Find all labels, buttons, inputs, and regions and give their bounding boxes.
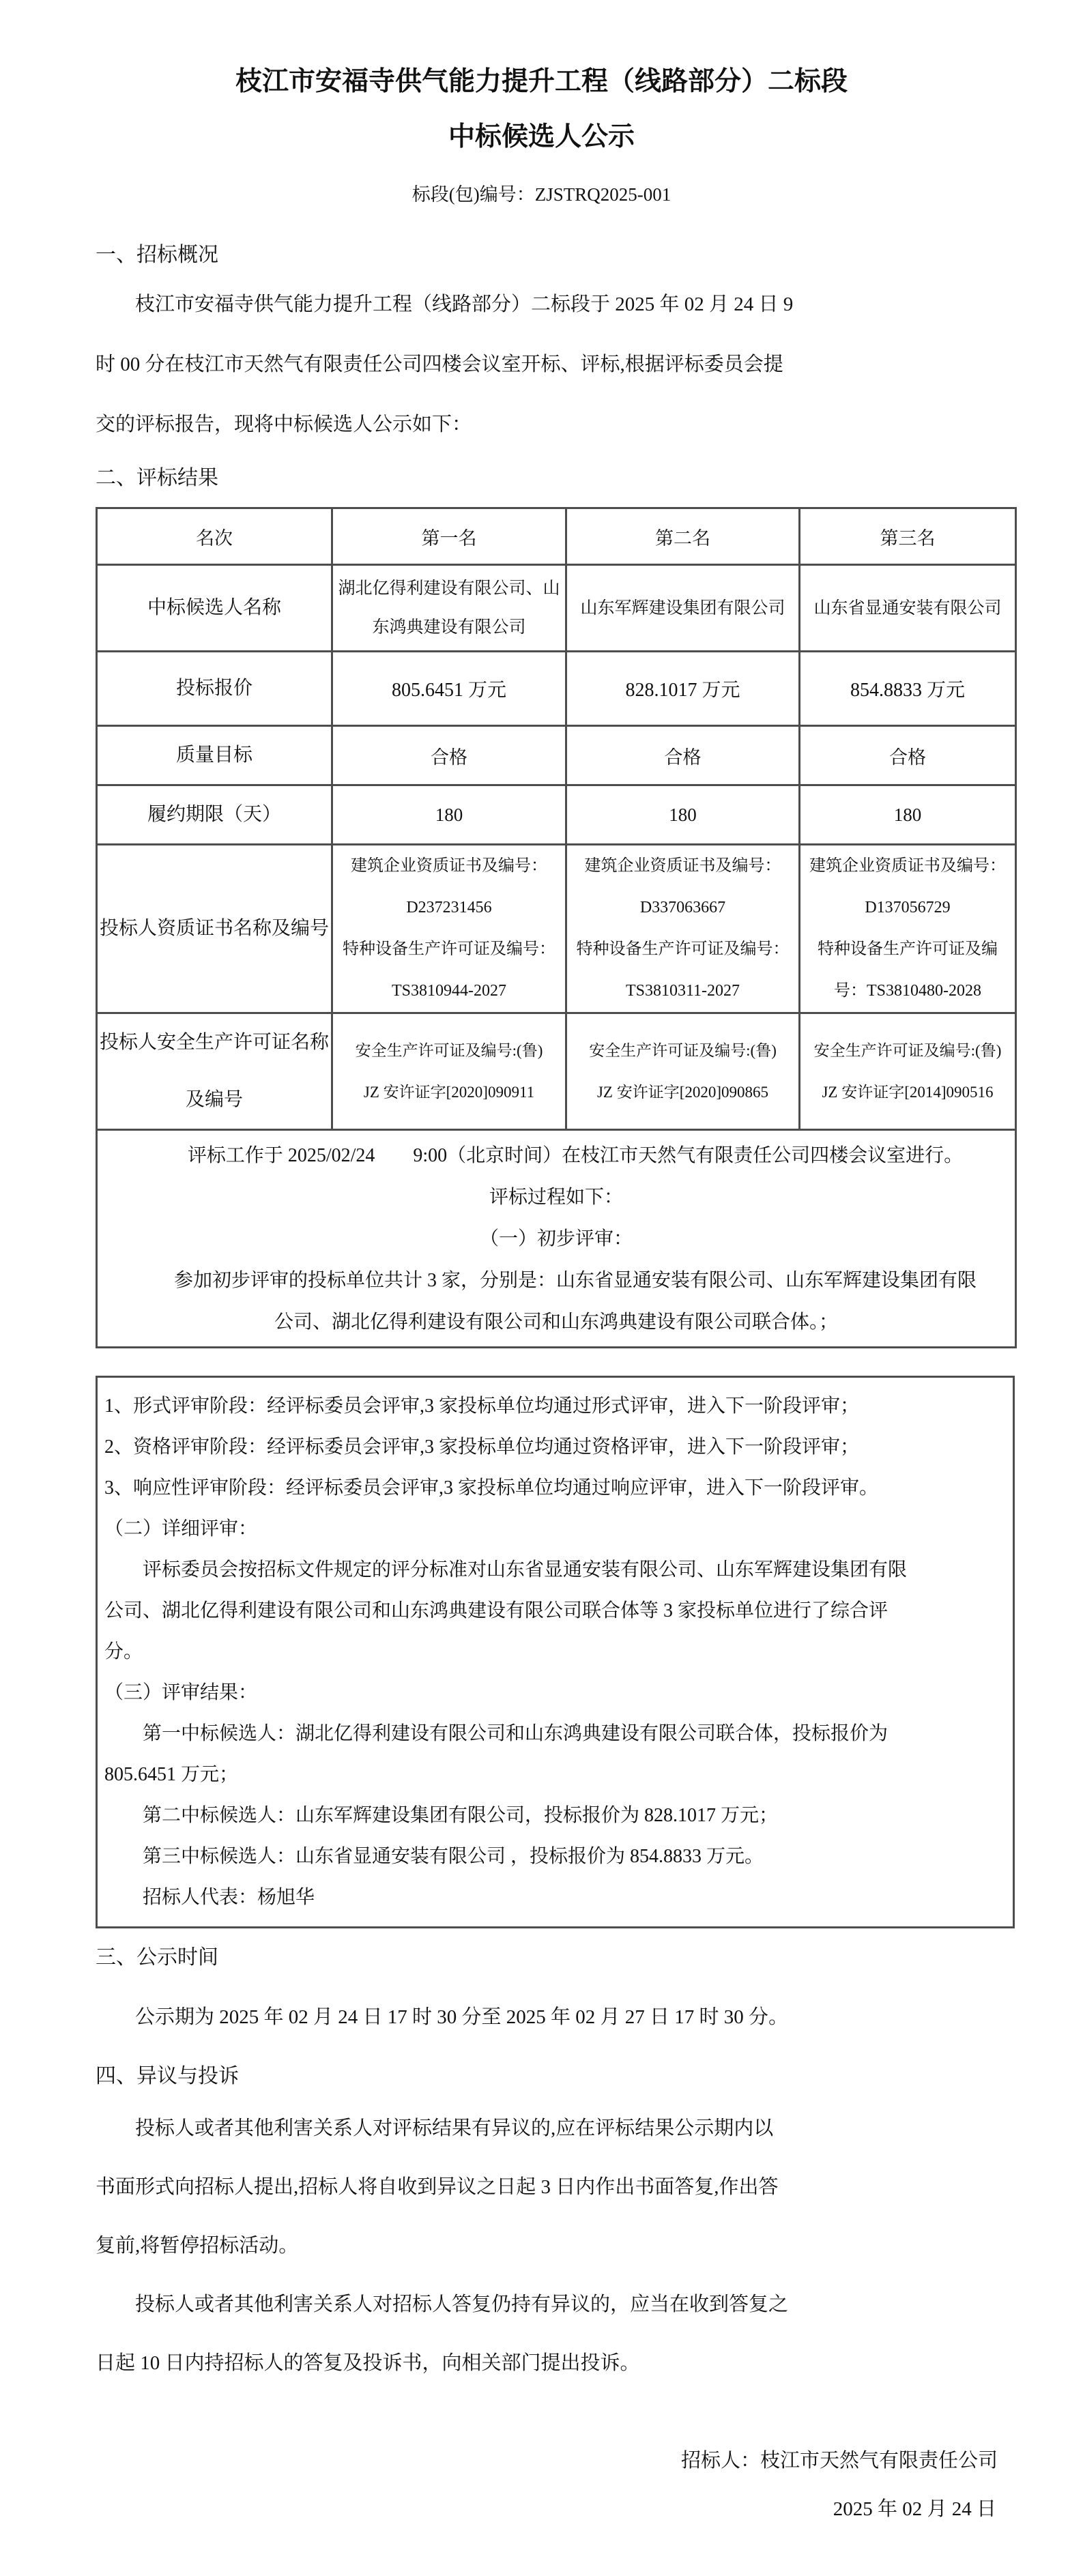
signature-issuer: 招标人：枝江市天然气有限责任公司 — [680, 2450, 998, 2472]
text-line: 805.6451 万元； — [104, 1764, 239, 1785]
text-line: 建筑企业资质证书及编号： — [584, 857, 781, 875]
text-line: 复前,将暂停招标活动。 — [96, 2235, 299, 2257]
table-row-performance-period — [97, 785, 1016, 845]
section2-heading: 二、评标结果 — [96, 467, 218, 489]
signature-date: 2025 年 02 月 24 日 — [833, 2498, 996, 2520]
text-line: 第三中标候选人：山东省显通安装有限公司 ，投标报价为 854.8833 万元。 — [104, 1846, 764, 1867]
text-line: D337063667 — [639, 899, 726, 916]
header-third: 第三名 — [800, 508, 1016, 565]
candidate-1-safety-license — [332, 1013, 566, 1130]
text-line: （二）详细评审： — [104, 1518, 258, 1539]
text-line: D137056729 — [865, 899, 951, 916]
text-line: 2、资格评审阶段：经评标委员会评审,3 家投标单位均通过资格评审，进入下一阶段评审； — [104, 1436, 860, 1458]
header-first: 第一名 — [332, 508, 566, 565]
row-label-candidate-name: 中标候选人名称 — [97, 565, 332, 652]
text-line: 建筑企业资质证书及编号： — [351, 857, 547, 875]
table-row-safety-license — [97, 1013, 1016, 1130]
text-line: 日起 10 日内持招标人的答复及投诉书，向相关部门提出投诉。 — [96, 2352, 640, 2374]
candidate-2-name: 山东军辉建设集团有限公司 — [566, 565, 800, 652]
text-line: TS3810944-2027 — [392, 982, 506, 1000]
candidate-2-safety-license — [566, 1013, 800, 1130]
text-line: 公示期为 2025 年 02 月 24 日 17 时 30 分至 2025 年 02 月 27 日 17 时 30 分。 — [96, 2006, 789, 2028]
section1-paragraph — [96, 274, 1015, 454]
header-second: 第二名 — [566, 508, 800, 565]
candidate-3-safety-license — [800, 1013, 1016, 1130]
candidate-1-price: 805.6451 万元 — [332, 652, 566, 726]
document-title-line2: 中标候选人公示 — [448, 122, 635, 151]
text-line: JZ 安许证字[2014]090516 — [822, 1084, 994, 1101]
text-line: 3、响应性评审阶段：经评标委员会评审,3 家投标单位均通过响应评审，进入下一阶段评审。 — [104, 1477, 879, 1499]
text-line: D237231456 — [406, 899, 492, 916]
section4-paragraph2 — [96, 2275, 1015, 2392]
text-line: 第二中标候选人：山东军辉建设集团有限公司，投标报价为 828.1017 万元； — [104, 1805, 779, 1826]
text-line: 投标人或者其他利害关系人对评标结果有异议的,应在评标结果公示期内以 — [96, 2117, 774, 2139]
text-line: 安全生产许可证及编号:(鲁) — [355, 1042, 543, 1059]
candidate-2-period: 180 — [566, 785, 800, 845]
text-line: 评标委员会按招标文件规定的评分标准对山东省显通安装有限公司、山东军辉建设集团有限 — [104, 1559, 908, 1580]
package-number: 标段(包)编号：ZJSTRQ2025-001 — [411, 184, 672, 205]
text-line: 安全生产许可证及编号:(鲁) — [589, 1042, 777, 1059]
candidate-2-price: 828.1017 万元 — [566, 652, 800, 726]
text-line: 时 00 分在枝江市天然气有限责任公司四楼会议室开标、评标,根据评标委员会提 — [96, 353, 783, 375]
row-label-performance-period: 履约期限（天） — [97, 785, 332, 845]
text-line: 公司、湖北亿得利建设有限公司和山东鸿典建设有限公司联合体等 3 家投标单位进行了综合评 — [104, 1600, 889, 1621]
row-label-safety-license: 投标人安全生产许可证名称及编号 — [97, 1013, 332, 1130]
candidate-1-name: 湖北亿得利建设有限公司、山东鸿典建设有限公司 — [332, 565, 566, 652]
text-line: 号：TS3810480-2028 — [834, 982, 981, 1000]
section4-heading: 四、异议与投诉 — [96, 2065, 239, 2087]
evaluation-note — [97, 1130, 1016, 1348]
row-label-qualification-certificates: 投标人资质证书名称及编号 — [97, 845, 332, 1013]
section1-heading: 一、招标概况 — [96, 244, 218, 266]
section3-paragraph — [96, 1987, 1015, 2047]
document-title-line1: 枝江市安福寺供气能力提升工程（线路部分）二标段 — [235, 67, 848, 96]
table-row-qualification-certificates — [97, 845, 1016, 1013]
table-row-quality-target — [97, 726, 1016, 785]
candidate-1-quality: 合格 — [332, 726, 566, 785]
text-line: 枝江市安福寺供气能力提升工程（线路部分）二标段于 2025 年 02 月 24 日 9 — [96, 293, 794, 315]
detailed-review-box — [96, 1376, 1015, 1928]
text-line: （三）评审结果： — [104, 1682, 258, 1703]
candidate-1-certificates — [332, 845, 566, 1013]
text-line: 书面形式向招标人提出,招标人将自收到异议之日起 3 日内作出书面答复,作出答 — [96, 2176, 779, 2198]
text-line: 招标人代表：杨旭华 — [104, 1887, 315, 1908]
document-content — [96, 0, 1015, 2519]
candidate-2-quality: 合格 — [566, 726, 800, 785]
text-line: （一）初步评审： — [479, 1228, 633, 1249]
table-header-row — [97, 508, 1016, 565]
table-row-bid-price — [97, 652, 1016, 726]
row-label-quality-target: 质量目标 — [97, 726, 332, 785]
table-row-candidate-name — [97, 565, 1016, 652]
text-line: JZ 安许证字[2020]090911 — [363, 1084, 535, 1101]
text-line: 建筑企业资质证书及编号： — [809, 857, 1006, 875]
table-row-evaluation-note — [97, 1130, 1016, 1348]
section4-paragraph1 — [96, 2099, 1015, 2275]
candidate-2-certificates — [566, 845, 800, 1013]
section3-heading: 三、公示时间 — [96, 1946, 218, 1969]
text-line: 交的评标报告，现将中标候选人公示如下： — [96, 414, 472, 435]
text-line: 参加初步评审的投标单位共计 3 家，分别是：山东省显通安装有限公司、山东军辉建设集团有限 — [135, 1269, 977, 1291]
text-line: TS3810311-2027 — [625, 982, 740, 1000]
candidate-3-quality: 合格 — [800, 726, 1016, 785]
text-line: 评标过程如下： — [489, 1186, 623, 1208]
candidate-3-price: 854.8833 万元 — [800, 652, 1016, 726]
candidate-3-period: 180 — [800, 785, 1016, 845]
candidate-3-name: 山东省显通安装有限公司 — [800, 565, 1016, 652]
text-line: 安全生产许可证及编号:(鲁) — [813, 1042, 1002, 1059]
header-rank: 名次 — [97, 508, 332, 565]
text-line: 特种设备生产许可证及编 — [818, 940, 998, 958]
candidate-1-period: 180 — [332, 785, 566, 845]
text-line: 评标工作于 2025/02/24 9:00（北京时间）在枝江市天然气有限责任公司四楼会议室进行。 — [149, 1144, 964, 1166]
evaluation-result-table — [96, 507, 1017, 1348]
text-line: 1、形式评审阶段：经评标委员会评审,3 家投标单位均通过形式评审，进入下一阶段评审； — [104, 1395, 860, 1417]
text-line: JZ 安许证字[2020]090865 — [596, 1084, 769, 1101]
text-line: 投标人或者其他利害关系人对招标人答复仍持有异议的，应当在收到答复之 — [96, 2293, 789, 2315]
candidate-3-certificates — [800, 845, 1016, 1013]
text-line: 分。 — [104, 1641, 143, 1662]
row-label-bid-price: 投标报价 — [97, 652, 332, 726]
text-line: 特种设备生产许可证及编号： — [576, 940, 790, 958]
text-line: 公司、湖北亿得利建设有限公司和山东鸿典建设有限公司联合体。； — [274, 1311, 838, 1333]
text-line: 特种设备生产许可证及编号： — [343, 940, 555, 958]
text-line: 第一中标候选人：湖北亿得利建设有限公司和山东鸿典建设有限公司联合体，投标报价为 — [104, 1723, 889, 1744]
